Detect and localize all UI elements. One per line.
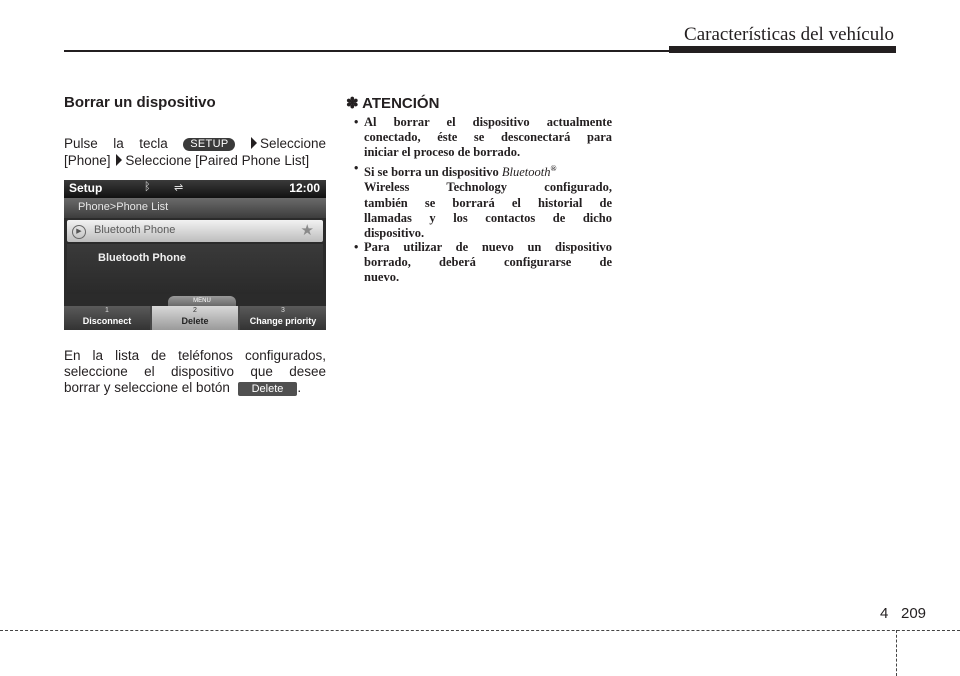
attention-line: Wireless Technology configurado, <box>364 180 612 195</box>
footer-divider <box>896 630 897 676</box>
footer-rule <box>0 630 960 631</box>
screen-status-bar <box>64 180 326 198</box>
paragraph-2-line-2: seleccione el dispositivo que desee <box>64 364 326 379</box>
menu-tab[interactable]: MENU <box>168 296 236 306</box>
paragraph-2-line-3 <box>64 380 326 396</box>
word-tecla: tecla <box>139 136 168 151</box>
delete-softkey[interactable] <box>152 306 238 330</box>
screen-content <box>64 180 326 330</box>
arrow-right-icon <box>251 137 257 149</box>
delete-key-badge: Delete <box>238 382 298 396</box>
attention-line: llamadas y los contactos de dicho <box>364 210 612 225</box>
paragraph-2-line-1: En la lista de teléfonos configurados, <box>64 348 326 363</box>
attention-item-3 <box>346 240 612 286</box>
attention-heading: ✽ ATENCIÓN <box>346 95 440 112</box>
softkey-label: Disconnect <box>82 316 132 326</box>
word-la: la <box>113 136 124 151</box>
attention-line: Si se borra un dispositivo Bluetooth® <box>364 164 557 180</box>
page-number: 209 <box>901 605 927 622</box>
period: . <box>297 380 302 395</box>
attention-item-1 <box>346 115 612 161</box>
bullet: • <box>354 161 359 175</box>
attention-item-2 <box>346 161 612 241</box>
header-rule <box>64 50 669 52</box>
attention-line: Para utilizar de nuevo un dispositivo <box>364 240 612 254</box>
change-priority-softkey[interactable] <box>240 306 326 330</box>
phone-list-item-label: Bluetooth Phone <box>94 224 176 236</box>
step-seleccione-1: Seleccione <box>251 136 326 152</box>
attention-line: iniciar el proceso de borrado. <box>364 145 521 160</box>
usb-icon: ⇌ <box>174 182 184 194</box>
chapter-number: 4 <box>880 605 889 622</box>
bullet: • <box>354 115 359 129</box>
softkey-number: 2 <box>193 307 197 314</box>
setup-key-badge: SETUP <box>183 138 235 151</box>
screen-title: Setup <box>69 181 103 195</box>
step-seleccione-2: Seleccione [Paired Phone List] <box>125 153 310 168</box>
disconnect-softkey[interactable] <box>64 306 150 330</box>
bullet: • <box>354 240 359 254</box>
attention-line: también se borrará el historial de <box>364 195 612 210</box>
section-heading: Borrar un dispositivo <box>64 94 216 111</box>
bluetooth-brand: Bluetooth <box>501 165 551 180</box>
bluetooth-icon: ᛒ <box>144 181 151 193</box>
header-title: Características del vehículo <box>684 24 894 45</box>
word-pulse: Pulse <box>64 136 98 151</box>
attention-line: borrado, deberá configurarse de <box>364 255 612 270</box>
paragraph-2-line-3-text: borrar y seleccione el botón <box>64 380 230 395</box>
arrow-right-icon <box>116 154 122 166</box>
paragraph-1-line-1 <box>64 136 326 152</box>
softkey-label: Change priority <box>249 316 317 326</box>
paragraph-1-line-2 <box>64 153 326 169</box>
star-icon: ★ <box>300 222 314 239</box>
softkey-label: Delete <box>181 316 209 326</box>
screen-breadcrumb: Phone>Phone List <box>78 201 169 213</box>
attention-line: nuevo. <box>364 270 400 285</box>
softkey-number: 3 <box>281 307 285 314</box>
softkey-number: 1 <box>105 307 109 314</box>
attention-line: Al borrar el dispositivo actualmente <box>364 115 612 129</box>
screen-clock: 12:00 <box>289 181 320 195</box>
attention-line: conectado, éste se desconectará para <box>364 130 612 145</box>
phone-list-item-label[interactable]: Bluetooth Phone <box>98 252 186 264</box>
attention-line: dispositivo. <box>364 225 425 240</box>
play-circle-icon: ▶ <box>72 225 86 239</box>
phone-menu-label: [Phone] <box>64 153 111 168</box>
header-bar <box>669 46 896 53</box>
registered-mark: ® <box>550 164 557 173</box>
